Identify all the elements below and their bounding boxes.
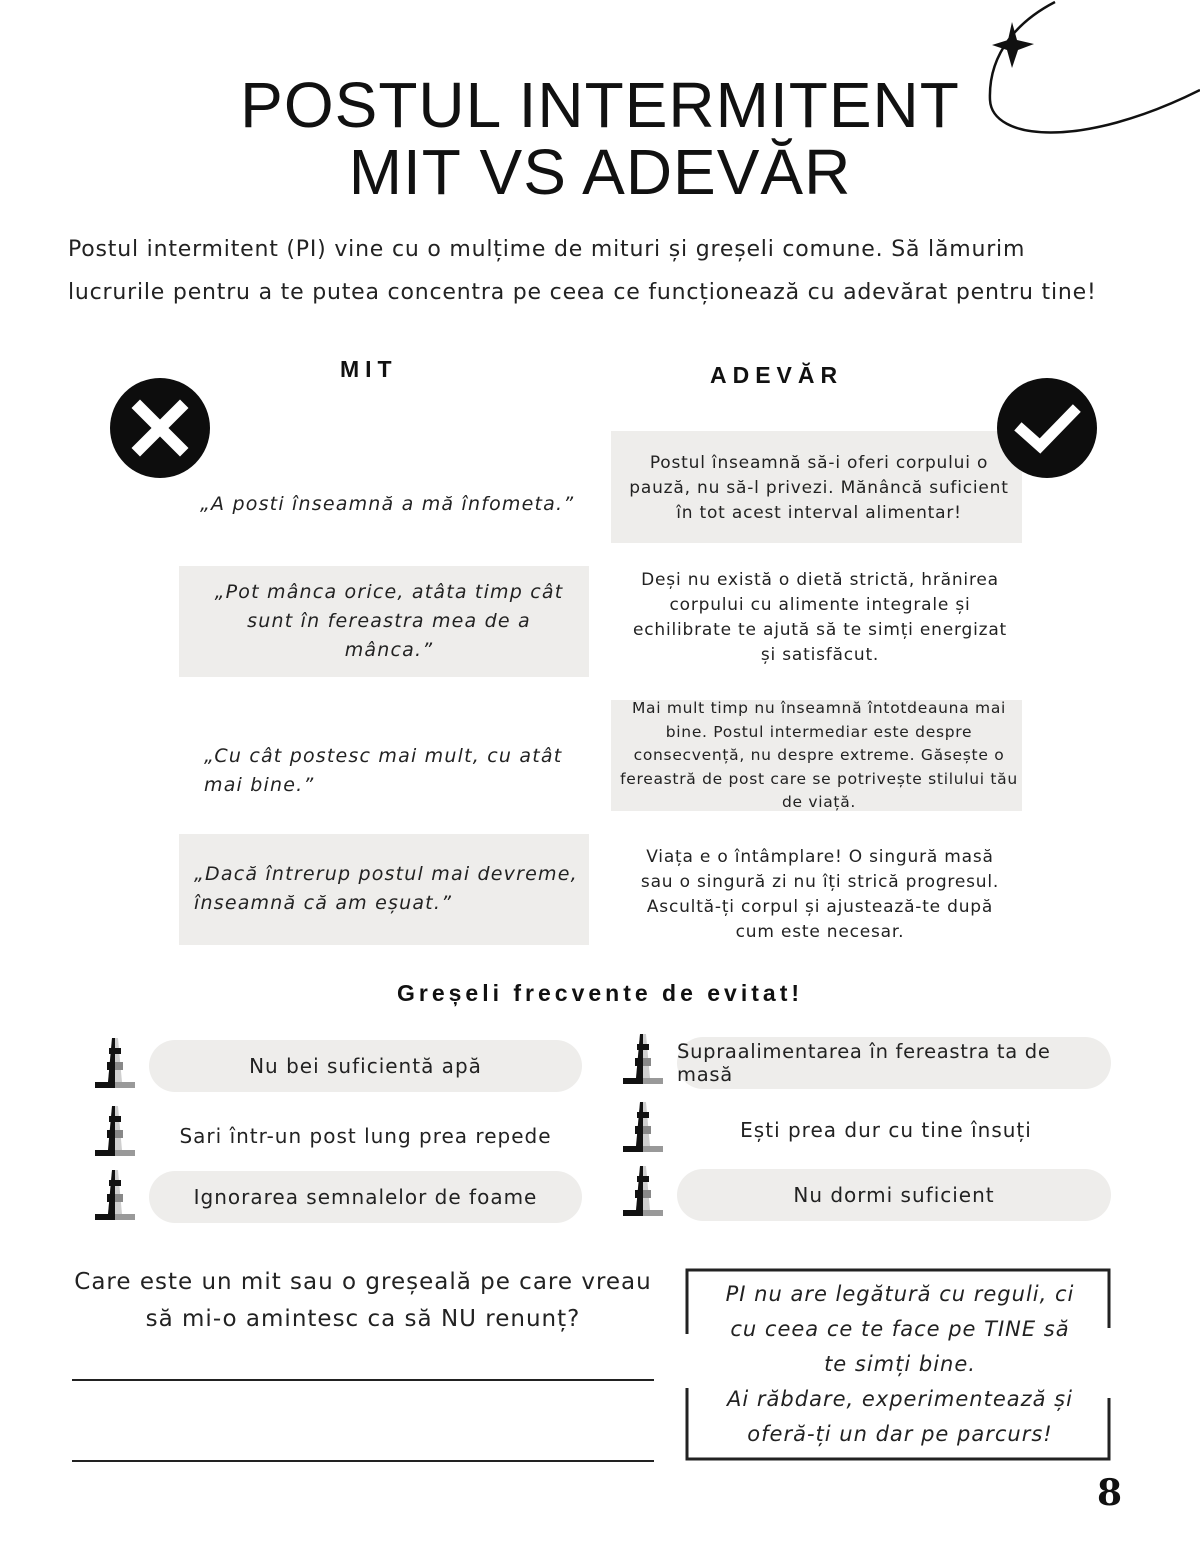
mistake-label: Ignorarea semnalelor de foame [193, 1185, 538, 1209]
quote-line-1: PI nu are legătură cu reguli, ci cu ceea ce te face pe TINE să te simți bine. [725, 1282, 1075, 1376]
mistake-item [149, 1040, 582, 1092]
mistake-label: Nu bei suficientă apă [249, 1054, 482, 1078]
myth-text-3: „Cu cât postesc mai mult, cu atât mai bine.” [204, 745, 563, 796]
mistake-item [677, 1169, 1111, 1221]
truth-text-1: Postul înseamnă să-i oferi corpului o pauză, nu să-l privezi. Mănâncă suficient în tot acest interval alimentar! [629, 452, 1009, 523]
truth-column-heading: ADEVĂR [710, 362, 844, 388]
myth-text-2: „Pot mânca orice, atâta timp cât sunt în fereastra mea de a mânca.” [214, 580, 564, 661]
page-number: 8 [1096, 1472, 1122, 1514]
mistake-label: Sari într-un post lung prea repede [179, 1124, 552, 1148]
intro-paragraph: Postul intermitent (PI) vine cu o mulțime de mituri și greșeli comune. Să lămurim lucrurile pentru a te putea concentra pe ceea ce funcționează cu adevărat pentru tine! [68, 237, 1097, 305]
mistake-label: Supraalimentarea în fereastra ta de masă [677, 1040, 1051, 1086]
traffic-cone-icon [93, 1036, 137, 1090]
reflection-question: Care este un mit sau o greșeală pe care vreau să mi-o amintesc ca să NU renunț? [74, 1269, 652, 1332]
myth-column-heading: MIT [340, 356, 398, 382]
page-title-line2: MIT VS ADEVĂR [348, 136, 852, 208]
traffic-cone-icon [93, 1168, 137, 1222]
mistake-item [677, 1104, 1095, 1156]
mistake-item [149, 1110, 582, 1162]
star-icon [992, 22, 1034, 68]
quote-line-2: Ai răbdare, experimentează și oferă-ți un dar pe parcurs! [727, 1387, 1073, 1446]
truth-text-2: Deși nu există o dietă strictă, hrănirea corpului cu alimente integrale și echilibrate te ajută să te simți energizat și satisfăcut. [632, 570, 1008, 665]
check-mark-icon [997, 378, 1097, 478]
traffic-cone-icon [621, 1100, 665, 1154]
traffic-cone-icon [621, 1032, 665, 1086]
mistake-item [677, 1037, 1111, 1089]
x-mark-icon [110, 378, 210, 478]
quote-text [715, 1277, 1085, 1452]
traffic-cone-icon [93, 1104, 137, 1158]
writing-line-1[interactable] [72, 1379, 654, 1381]
mistake-item [149, 1171, 582, 1223]
truth-text-3: Mai mult timp nu înseamnă întotdeauna mai bine. Postul intermediar este despre consecvență, nu despre extreme. Găsește o fereastră de post care se potrivește stilului tău de viață. [620, 699, 1018, 812]
mistakes-heading: Greșeli frecvente de evitat! [396, 980, 804, 1006]
mistake-label: Nu dormi suficient [793, 1183, 995, 1207]
truth-text-4: Viața e o întâmplare! O singură masă sau o singură zi nu îți strică progresul. Ascultă-ți corpul și ajustează-te după cum este necesar. [640, 847, 1000, 942]
writing-line-2[interactable] [72, 1460, 654, 1462]
mistake-label: Ești prea dur cu tine însuți [740, 1118, 1032, 1142]
myth-text-4: „Dacă întrerup postul mai devreme, înseamnă că am eșuat.” [194, 863, 578, 914]
traffic-cone-icon [621, 1164, 665, 1218]
myth-text-1: „A posti înseamnă a mă înfometa.” [200, 492, 575, 515]
page-title-line1: POSTUL INTERMITENT [240, 69, 960, 141]
